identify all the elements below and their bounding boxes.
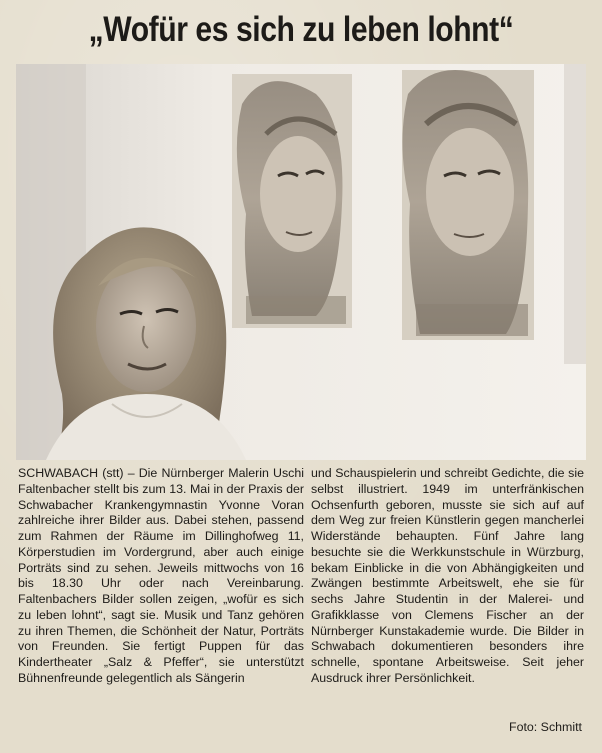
article-column-right: und Schauspielerin und schreibt Gedichte, die sie selbst illustriert. 1949 im unterfränkischen Ochsenfurth geboren, musste sie sich auf auf dem Weg zur freien Künstlerin gegen mancherlei Widerstände behaupten. Fünf Jahre lang besuchte sie die Werkkunstschule in Würzburg, bekam Einblicke in die von Abhängigkeiten und Zwängen bestimmte Arbeitswelt, ehe sie für sechs Jahre Studentin in der Malerei- und Grafikklasse von Clemens Fischer an der Nürnberger Kunstakademie wurde. Die Bilder in Schwabach dokumentieren besonders ihre schnelle, spontane Arbeitsweise. Seit jeher Ausdruck ihrer Persönlichkeit.	[311, 466, 584, 685]
article-column-left: SCHWABACH (stt) – Die Nürnberger Malerin Uschi Faltenbacher stellt bis zum 13. Mai in der Praxis der Schwabacher Krankengymnastin Yvonne Voran zahlreiche ihrer Bilder aus. Dabei stehen, passend zum Rahmen der Räume im Dillinghofweg 11, Körperstudien im Vordergrund, aber auch einige Porträts sind zu sehen. Jeweils mittwochs von 16 bis 18.30 Uhr oder nach Vereinbarung. Faltenbachers Bilder sollen zeigen, „wofür es sich zu leben lohnt“, sagt sie. Musik und Tanz gehören zu ihren Themen, die Schönheit der Natur, Porträts von Freunden. Sie fertigt Puppen für das Kindertheater „Salz & Pfeffer“, sie unterstützt Bühnenfreunde gelegentlich als Sängerin	[18, 466, 304, 685]
headline: „Wofür es sich zu leben lohnt“	[88, 10, 514, 49]
photo-credit: Foto: Schmitt	[509, 720, 582, 734]
painting-right	[402, 70, 534, 340]
article-photo	[16, 64, 586, 460]
painting-left	[232, 74, 352, 328]
photo-illustration	[16, 64, 586, 460]
